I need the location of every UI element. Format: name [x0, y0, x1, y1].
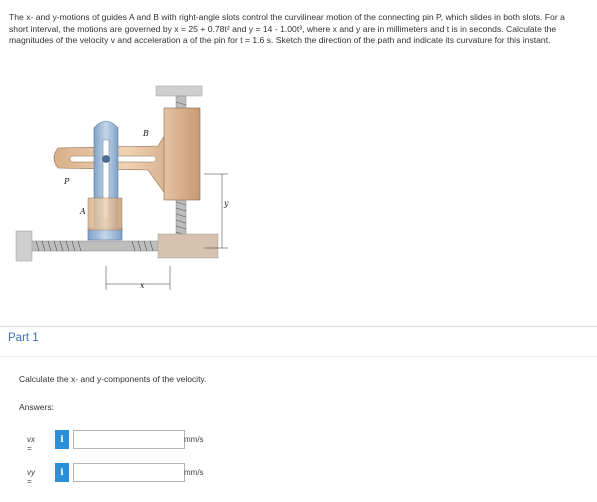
- part-divider: [0, 356, 597, 357]
- vx-label: vx =: [27, 435, 35, 453]
- vx-input[interactable]: [73, 430, 185, 449]
- label-y: y: [224, 199, 229, 208]
- label-a: A: [80, 207, 86, 216]
- label-p: P: [64, 177, 70, 186]
- vx-unit: mm/s: [184, 435, 204, 444]
- problem-statement: The x- and y-motions of guides A and B with right-angle slots control the curvilinear motion of the connecting pin P, which slides in both slots. For a short interval, the motions are governed by x = 25 + 0.78t² and y = 14 - 1.00t³, where x and y are in millimeters and t is in seconds. Calculate the magnitudes of the velocity v and acceleration a of the pin for t = 1.6 s. Sketch the direction of the path and indicate its curvature for this instant.: [9, 12, 565, 46]
- vy-unit: mm/s: [184, 468, 204, 477]
- info-icon[interactable]: i: [55, 463, 69, 482]
- question-text: Calculate the x- and y-components of the velocity.: [19, 374, 207, 384]
- mechanism-diagram: [8, 78, 268, 308]
- mechanism-figure: [8, 78, 268, 308]
- label-b: B: [143, 129, 149, 138]
- label-x: x: [140, 281, 145, 290]
- vy-input[interactable]: [73, 463, 185, 482]
- answers-label: Answers:: [19, 402, 54, 412]
- vy-label: vy =: [27, 468, 35, 486]
- part-title[interactable]: Part 1: [8, 332, 39, 344]
- info-icon[interactable]: i: [55, 430, 69, 449]
- section-divider: [0, 326, 597, 327]
